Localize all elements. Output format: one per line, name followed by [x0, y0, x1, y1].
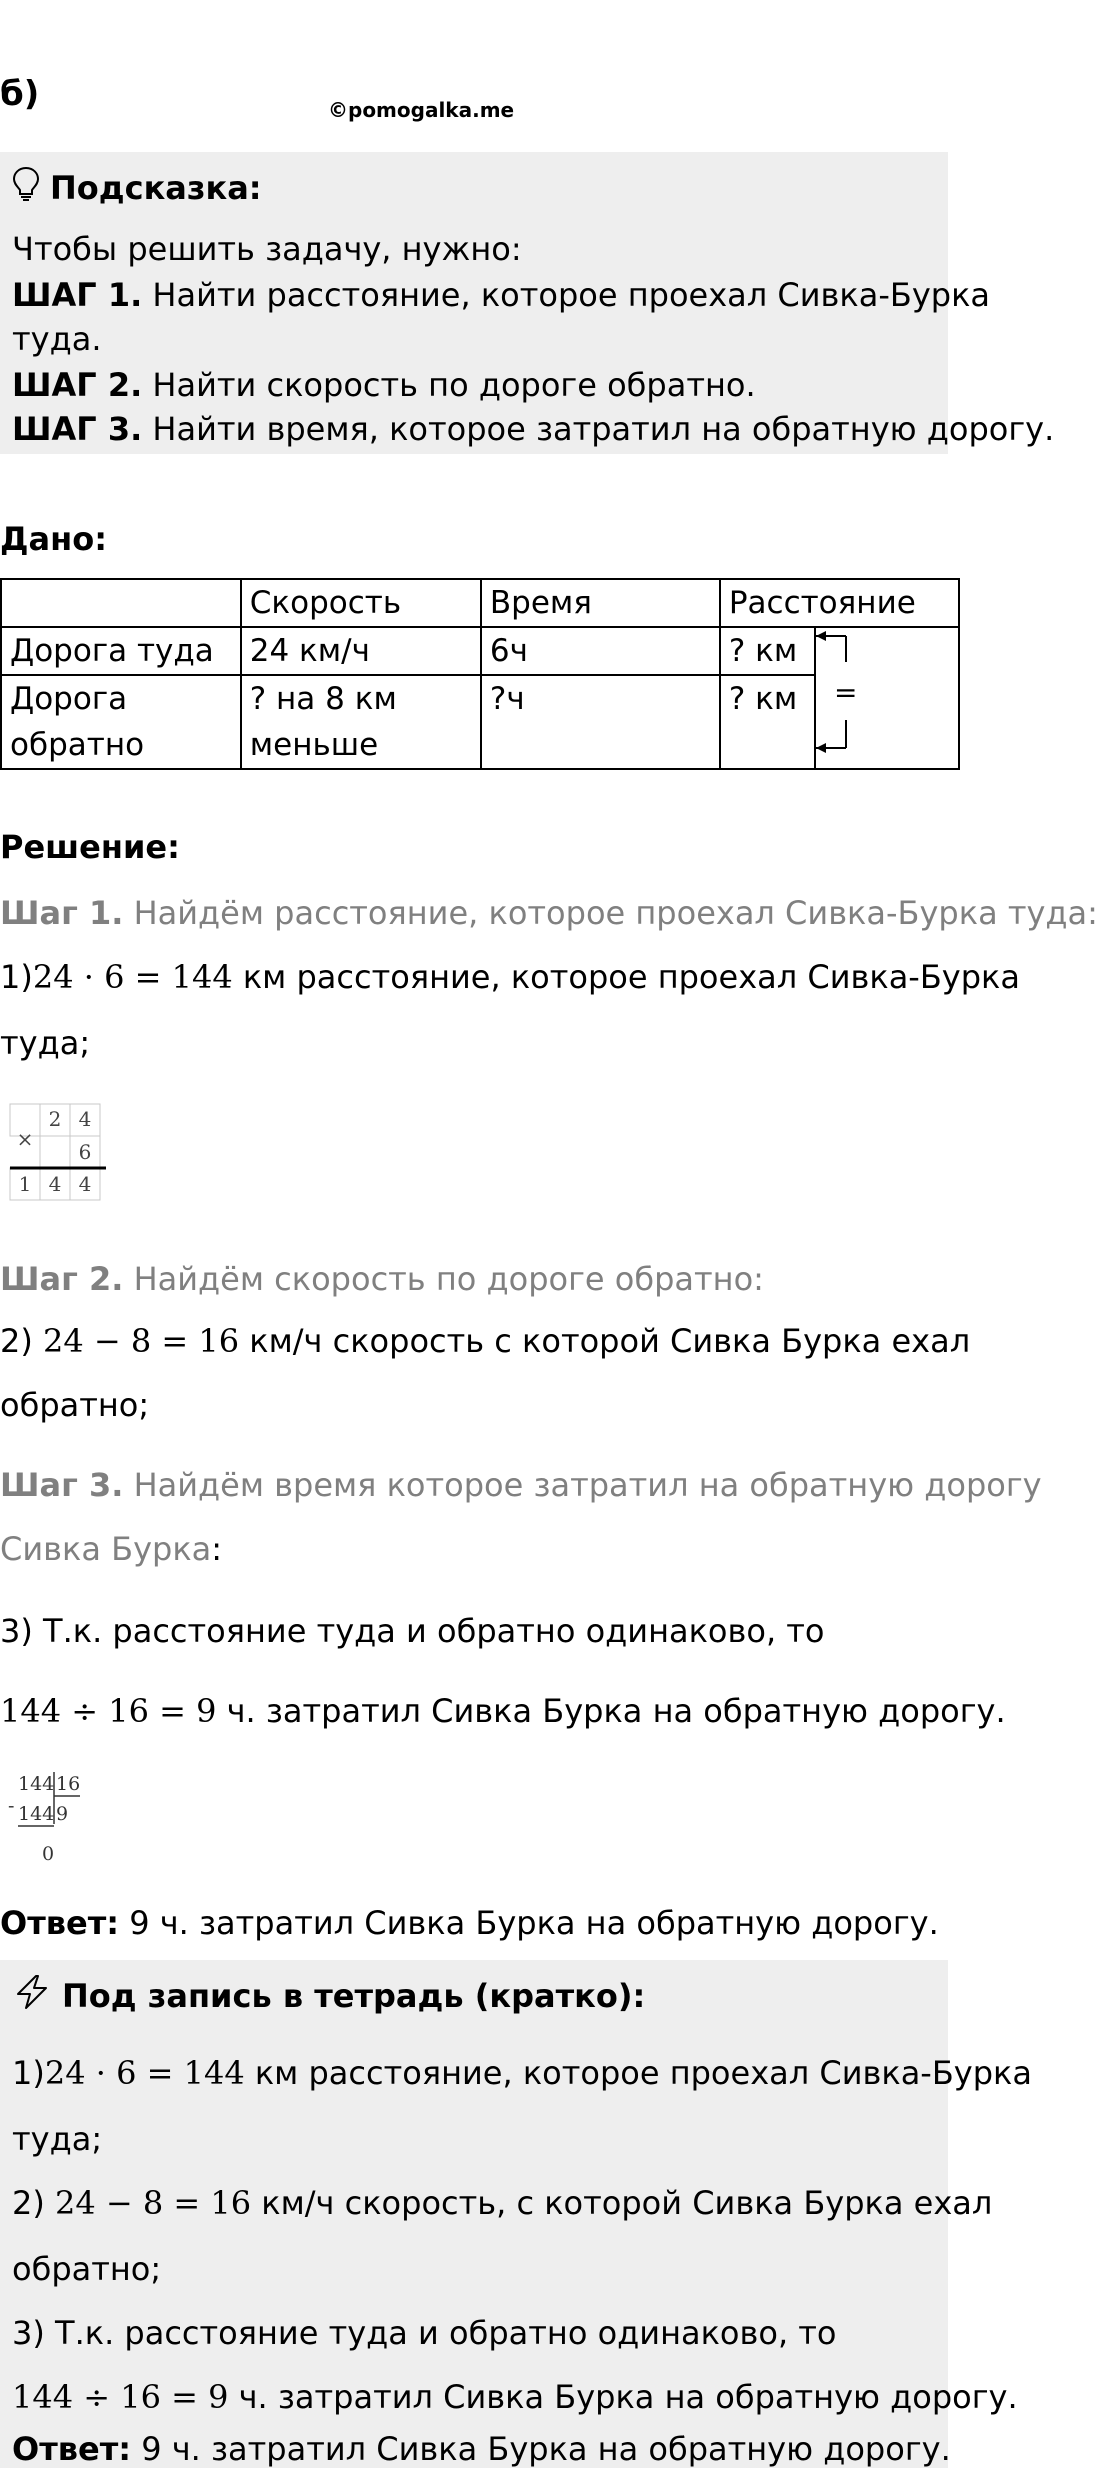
line1-prefix: 1) — [0, 958, 33, 996]
nb-line4-text: ч. затратил Сивка Бурка на обратную дорогу. — [228, 2378, 1018, 2416]
step3-title-cont — [0, 1530, 222, 1568]
part-label: б) — [0, 74, 40, 114]
notebook-line-2-cont: обратно; — [12, 2250, 162, 2288]
table-cell: ?ч — [481, 675, 720, 769]
notebook-line-4 — [12, 2378, 1018, 2416]
notebook-line-2 — [12, 2184, 992, 2222]
step2-title — [0, 1260, 764, 1298]
solution-line-4 — [0, 1692, 1006, 1730]
table-cell: ? км — [720, 675, 815, 769]
line4-text: ч. затратил Сивка Бурка на обратную дорогу. — [216, 1692, 1006, 1730]
line4-math: 144 ÷ 16 = 9 — [0, 1692, 217, 1730]
multiply-sign: × — [16, 1127, 34, 1151]
solution-line-3: 3) Т.к. расстояние туда и обратно одинаково, то — [0, 1612, 825, 1650]
hint-step1-cont: туда. — [12, 320, 102, 358]
notebook-line-1 — [12, 2054, 1032, 2092]
hint-step1 — [12, 276, 990, 314]
nb-line1-text: км расстояние, которое проехал Сивка-Бурка — [244, 2054, 1032, 2092]
division-quotient: 9 — [56, 1803, 69, 1825]
given-label: Дано: — [0, 520, 107, 558]
hint-intro: Чтобы решить задачу, нужно: — [12, 230, 522, 268]
table-cell: Время — [481, 579, 720, 627]
table-cell: 24 км/ч — [241, 627, 481, 675]
table-cell: Расстояние — [720, 579, 959, 627]
mult-digit: 2 — [48, 1107, 62, 1131]
lightning-icon — [12, 1974, 52, 2018]
division-dividend: 144 — [18, 1773, 55, 1795]
step1-title — [0, 894, 1098, 932]
step3-cont: Сивка Бурка — [0, 1530, 212, 1568]
hint-header — [12, 166, 262, 210]
notebook-line-1-cont: туда; — [12, 2120, 103, 2158]
step2-text: Найдём скорость по дороге обратно: — [123, 1260, 764, 1298]
line2-math: 24 − 8 = 16 — [43, 1322, 240, 1360]
long-division — [8, 1770, 88, 1871]
hint-box — [0, 152, 1055, 454]
hint-step2-text: Найти скорость по дороге обратно. — [142, 366, 756, 404]
nb-line1-prefix: 1) — [12, 2054, 45, 2092]
solution-line-1-cont: туда; — [0, 1024, 91, 1062]
nb-answer-text: 9 ч. затратил Сивка Бурка на обратную дорогу. — [131, 2430, 951, 2468]
table-cell: ? км — [720, 627, 815, 675]
notebook-line-3: 3) Т.к. расстояние туда и обратно одинаково, то — [12, 2314, 837, 2352]
division-minus: - — [8, 1795, 15, 1817]
answer-label: Ответ: — [0, 1904, 120, 1942]
table-row — [1, 627, 959, 675]
solution-line-2 — [0, 1322, 970, 1360]
notebook-header — [12, 1974, 645, 2018]
table-header-row — [1, 579, 959, 627]
equality-bracket-cell — [815, 627, 959, 769]
mult-digit: 1 — [18, 1172, 32, 1196]
notebook-box — [0, 1960, 1032, 2468]
step2-label: Шаг 2. — [0, 1260, 124, 1298]
table-cell: 6ч — [481, 627, 720, 675]
table-cell: Дорога обратно — [1, 675, 241, 769]
watermark: ©pomogalka.me — [328, 98, 515, 122]
notebook-title: Под запись в тетрадь (кратко): — [62, 1977, 646, 2015]
division-subtrahend: 144 — [18, 1803, 55, 1825]
nb-answer-label: Ответ: — [12, 2430, 132, 2468]
step1-label: Шаг 1. — [0, 894, 124, 932]
notebook-answer — [12, 2430, 951, 2468]
lightbulb-icon — [12, 166, 40, 210]
solution-label: Решение: — [0, 828, 180, 866]
equality-bracket — [816, 628, 944, 764]
solution-line-1 — [0, 958, 1020, 996]
line1-math: 24 · 6 = 144 — [32, 958, 233, 996]
mult-digit: 4 — [48, 1172, 62, 1196]
answer — [0, 1904, 939, 1942]
column-multiplication — [10, 1104, 114, 1208]
step3-label: Шаг 3. — [0, 1466, 124, 1504]
hint-step2 — [12, 366, 756, 404]
mult-digit: 6 — [78, 1140, 92, 1164]
step3-title — [0, 1466, 1042, 1504]
hint-step3 — [12, 410, 1054, 448]
hint-step1-label: ШАГ 1. — [12, 276, 143, 314]
table-cell: ? на 8 км меньше — [241, 675, 481, 769]
hint-title: Подсказка: — [50, 169, 262, 207]
mult-digit: 4 — [78, 1107, 92, 1131]
step3-text: Найдём время которое затратил на обратную дорогу — [123, 1466, 1042, 1504]
division-divisor: 16 — [56, 1773, 81, 1795]
solution-line-2-cont: обратно; — [0, 1386, 150, 1424]
table-cell — [1, 579, 241, 627]
nb-line2-prefix: 2) — [12, 2184, 56, 2222]
hint-step3-label: ШАГ 3. — [12, 410, 143, 448]
equal-sign: = — [833, 676, 858, 709]
table-cell: Скорость — [241, 579, 481, 627]
line1-text: км расстояние, которое проехал Сивка-Бурка — [232, 958, 1020, 996]
line2-text: км/ч скорость с которой Сивка Бурка ехал — [239, 1322, 971, 1360]
step3-colon: : — [211, 1530, 223, 1568]
step1-text: Найдём расстояние, которое проехал Сивка-Бурка туда: — [123, 894, 1098, 932]
line2-prefix: 2) — [0, 1322, 44, 1360]
division-remainder: 0 — [42, 1843, 55, 1865]
hint-step1-text: Найти расстояние, которое проехал Сивка-Бурка — [142, 276, 990, 314]
answer-text: 9 ч. затратил Сивка Бурка на обратную дорогу. — [119, 1904, 939, 1942]
nb-line4-math: 144 ÷ 16 = 9 — [12, 2378, 229, 2416]
nb-line1-math: 24 · 6 = 144 — [44, 2054, 245, 2092]
nb-line2-math: 24 − 8 = 16 — [55, 2184, 252, 2222]
mult-digit: 4 — [78, 1172, 92, 1196]
nb-line2-text: км/ч скорость, с которой Сивка Бурка ехал — [251, 2184, 993, 2222]
given-table — [0, 578, 960, 770]
table-cell: Дорога туда — [1, 627, 241, 675]
hint-step2-label: ШАГ 2. — [12, 366, 143, 404]
hint-step3-text: Найти время, которое затратил на обратную дорогу. — [142, 410, 1055, 448]
